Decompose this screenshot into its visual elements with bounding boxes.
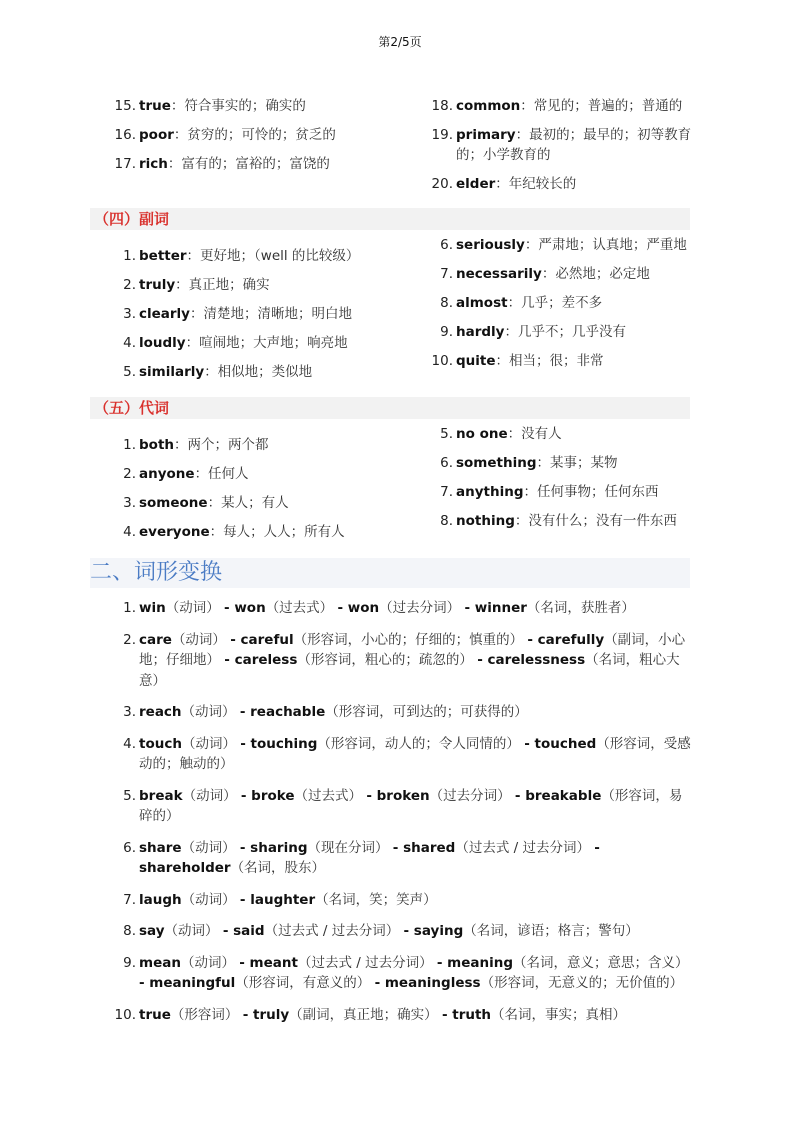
list-item: 6. seriously：严肃地；认真地；严重地 (440, 237, 687, 253)
list-item: 18. common：常见的；普遍的；普通的 (431, 98, 683, 114)
list-item: 7. necessarily：必然地；必定地 (440, 266, 650, 282)
list-item: 3. reach（动词） - reachable（形容词，可到达的；可获得的） (123, 704, 528, 720)
list-item: 5. break（动词） - broke（过去式） - broken（过去分词） - breakable（形容词，易碎的） (123, 787, 683, 824)
adverbs-column-left (112, 246, 412, 391)
adjectives-column-left (112, 96, 412, 183)
list-item: 2. truly：真正地；确实 (123, 277, 270, 293)
list-item: 8. almost：几乎；差不多 (440, 295, 603, 311)
list-item: 1. win（动词） - won（过去式） - won（过去分词） - winner（名词，获胜者） (123, 600, 635, 616)
list-item: 5. no one：没有人 (440, 426, 562, 442)
list-item: 16. poor：贫穷的；可怜的；贫乏的 (114, 127, 336, 143)
pronouns-column-right (429, 424, 694, 540)
adjectives-column-right (429, 96, 694, 203)
section-heading-pronouns: （五）代词 (90, 397, 690, 419)
adverbs-column-right (429, 235, 694, 380)
list-item: 20. elder：年纪较长的 (431, 176, 577, 192)
list-item: 15. true：符合事实的；确实的 (114, 98, 306, 114)
list-item: 10. true（形容词） - truly（副词，真正地；确实） - truth（名词，事实；真相） (114, 1006, 627, 1023)
list-item: 9. mean（动词） - meant（过去式 / 过去分词） - meaning（名词，意义；意思；含义） - meaningful（形容词，有意义的） - meaningless（形容词，无意义的；无价值的） (123, 954, 689, 991)
list-item: 8. nothing：没有什么；没有一件东西 (440, 513, 677, 529)
list-item: 19. primary：最初的；最早的；初等教育的；小学教育的 (431, 127, 692, 163)
list-item: 2. care（动词） - careful（形容词，小心的；仔细的；慎重的） - carefully（副词，小心地；仔细地） - careless（形容词，粗心的；疏忽的） - carelessness（名词，粗心大意） (123, 631, 686, 689)
pronouns-column-left (112, 435, 412, 551)
page-number: 第2/5页 (378, 35, 422, 49)
list-item: 4. touch（动词） - touching（形容词，动人的；令人同情的） - touched（形容词，受感动的；触动的） (123, 735, 691, 772)
list-item: 7. laugh（动词） - laughter（名词，笑；笑声） (123, 891, 437, 908)
list-item: 7. anything：任何事物；任何东西 (440, 484, 659, 500)
list-item: 4. everyone：每人；人人；所有人 (123, 524, 345, 540)
list-item: 5. similarly：相似地；类似地 (123, 364, 313, 380)
list-item: 2. anyone：任何人 (123, 466, 249, 482)
list-item: 10. quite：相当；很；非常 (431, 353, 604, 369)
section-heading-word-forms: 二、词形变换 (90, 558, 690, 588)
list-item: 3. clearly：清楚地；清晰地；明白地 (123, 306, 352, 322)
list-item: 6. something：某事；某物 (440, 455, 618, 471)
list-item: 6. share（动词） - sharing（现在分词） - shared（过去式 / 过去分词） - shareholder（名词，股东） (123, 839, 600, 876)
word-forms-list (112, 598, 692, 1036)
list-item: 1. both：两个；两个都 (123, 437, 269, 453)
list-item: 1. better：更好地；（well 的比较级） (123, 248, 360, 264)
list-item: 9. hardly：几乎不；几乎没有 (440, 324, 626, 340)
list-item: 4. loudly：喧闹地；大声地；响亮地 (123, 335, 348, 351)
list-item: 8. say（动词） - said（过去式 / 过去分词） - saying（名词，谚语；格言；警句） (123, 923, 639, 939)
list-item: 17. rich：富有的；富裕的；富饶的 (114, 156, 330, 172)
section-heading-adverbs: （四）副词 (90, 208, 690, 230)
list-item: 3. someone：某人；有人 (123, 495, 289, 511)
